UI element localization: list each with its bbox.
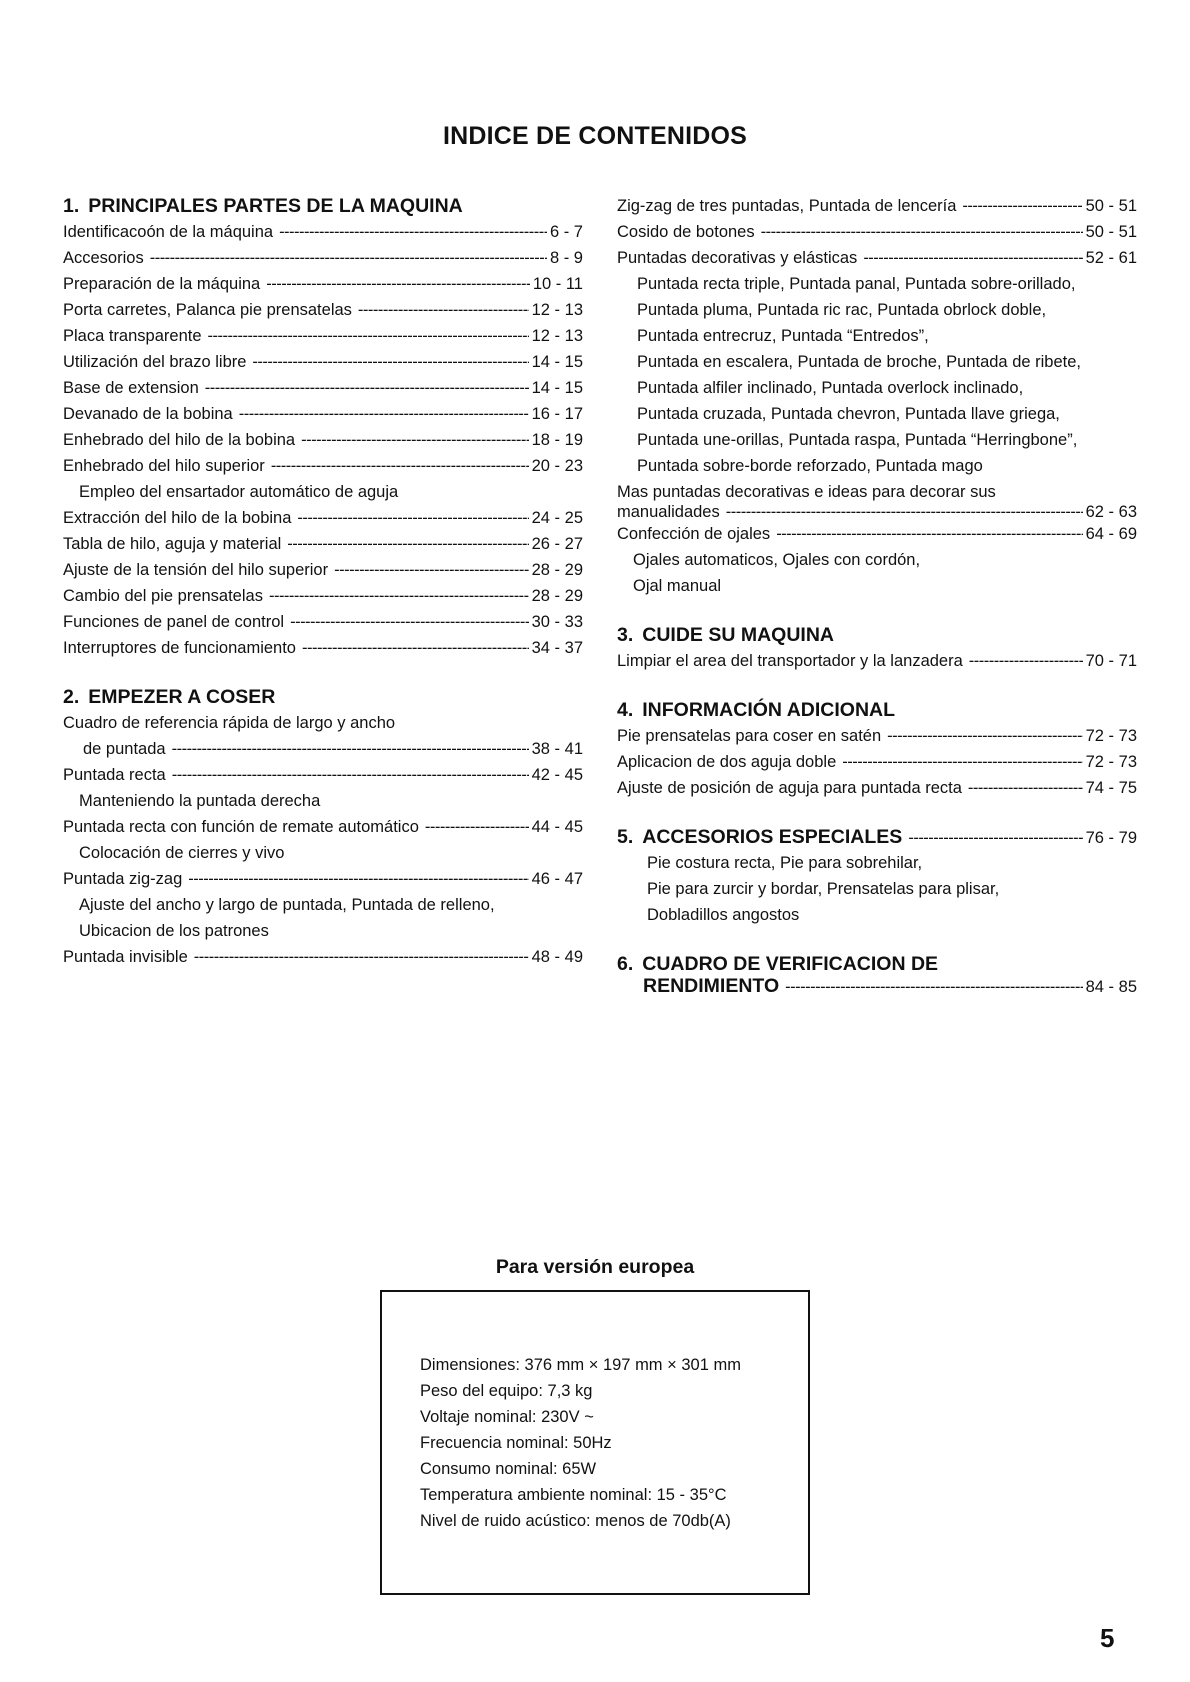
entry-label: de puntada [83, 740, 166, 758]
toc-entry[interactable] [63, 583, 583, 609]
entry-pages: 24 - 25 [531, 509, 583, 527]
dot-leader [962, 193, 1082, 219]
dot-leader [266, 271, 530, 297]
entry-label: Puntada recta con función de remate automático [63, 818, 419, 836]
dot-leader [290, 609, 529, 635]
dot-leader [252, 349, 528, 375]
entry-pages: 38 - 41 [531, 740, 583, 758]
toc-right-column [617, 193, 1137, 1020]
entry-pages: 74 - 75 [1085, 779, 1137, 797]
toc-entry[interactable] [63, 814, 583, 840]
toc-entry[interactable] [617, 648, 1137, 674]
dot-leader [269, 583, 529, 609]
section-heading-entry[interactable] [617, 975, 1137, 997]
toc-entry[interactable] [63, 609, 583, 635]
toc-entry[interactable] [63, 635, 583, 661]
entry-pages: 44 - 45 [531, 818, 583, 836]
entry-pages: 16 - 17 [531, 405, 583, 423]
toc-subentry [617, 902, 1137, 928]
toc-subentry [617, 323, 1137, 349]
toc-subentry [617, 349, 1137, 375]
dot-leader [239, 401, 529, 427]
entry-label: Cambio del pie prensatelas [63, 587, 263, 605]
dot-leader [301, 427, 529, 453]
entry-label: Ajuste de posición de aguja para puntada recta [617, 779, 962, 797]
toc-section-6 [617, 951, 1137, 997]
toc-subentry [617, 271, 1137, 297]
page-title: INDICE DE CONTENIDOS [442, 122, 748, 150]
section-number: 6. [617, 953, 634, 975]
entry-pages: 6 - 7 [549, 223, 583, 241]
entry-pages: 14 - 15 [531, 353, 583, 371]
toc-section-1 [63, 193, 583, 661]
entry-pages: 64 - 69 [1085, 525, 1137, 543]
toc-entry[interactable] [617, 219, 1137, 245]
section-title: PRINCIPALES PARTES DE LA MAQUINA [88, 195, 463, 217]
section-heading [617, 951, 1137, 975]
toc-entry[interactable] [63, 866, 583, 892]
entry-pages: 28 - 29 [531, 587, 583, 605]
toc-section-2 [63, 684, 583, 970]
section-number: 4. [617, 699, 634, 721]
subentry-label: Puntada en escalera, Puntada de broche, Puntada de ribete, [637, 353, 1081, 371]
specifications-list [382, 1292, 808, 1534]
entry-label: Tabla de hilo, aguja y material [63, 535, 282, 553]
entry-pages: 70 - 71 [1085, 652, 1137, 670]
dot-leader [842, 749, 1082, 775]
toc-entry[interactable] [617, 245, 1137, 271]
entry-pages: 10 - 11 [532, 275, 583, 293]
dot-leader [297, 505, 528, 531]
entry-pages: 76 - 79 [1085, 829, 1137, 847]
section-title-line-1: CUADRO DE VERIFICACION DE [642, 953, 939, 975]
toc-entry[interactable] [63, 349, 583, 375]
subentry-label: Puntada entrecruz, Puntada “Entredos”, [637, 327, 929, 345]
spec-weight: Peso del equipo: 7,3 kg [420, 1382, 593, 1400]
subentry-label: Ojales automaticos, Ojales con cordón, [633, 551, 921, 569]
dot-leader [863, 245, 1082, 271]
dot-leader [150, 245, 547, 271]
entry-pages: 30 - 33 [531, 613, 583, 631]
dot-leader [358, 297, 529, 323]
toc-entry-text [617, 479, 1137, 503]
toc-section-5 [617, 824, 1137, 928]
dot-leader [279, 219, 547, 245]
toc-subentry [63, 479, 583, 505]
dot-leader [785, 976, 1082, 998]
section-title: ACCESORIOS ESPECIALES [642, 826, 903, 848]
toc-subentry [63, 788, 583, 814]
subentry-label: Puntada alfiler inclinado, Puntada overlock inclinado, [637, 379, 1024, 397]
entry-pages: 20 - 23 [531, 457, 583, 475]
entry-pages: 18 - 19 [531, 431, 583, 449]
toc-entry[interactable] [63, 297, 583, 323]
section-title-line-2: RENDIMIENTO [643, 975, 780, 997]
toc-subentry [617, 401, 1137, 427]
toc-entry[interactable] [617, 503, 1137, 521]
entry-label: manualidades [617, 503, 720, 521]
entry-pages: 62 - 63 [1085, 503, 1137, 521]
subentry-label: Colocación de cierres y vivo [79, 844, 285, 862]
dot-leader [776, 521, 1082, 547]
page-number: 5 [1100, 1623, 1115, 1653]
subentry-label: Empleo del ensartador automático de aguja [79, 483, 399, 501]
spec-frequency: Frecuencia nominal: 50Hz [420, 1434, 612, 1452]
subentry-label: Ubicacion de los patrones [79, 922, 269, 940]
dot-leader [968, 775, 1083, 801]
entry-label: Base de extension [63, 379, 199, 397]
dot-leader [208, 323, 529, 349]
toc-entry[interactable] [63, 505, 583, 531]
entry-label: Mas puntadas decorativas e ideas para decorar sus [617, 483, 996, 501]
entry-label: Ajuste de la tensión del hilo superior [63, 561, 329, 579]
dot-leader [969, 648, 1083, 674]
toc-entry[interactable] [617, 193, 1137, 219]
dot-leader [334, 557, 529, 583]
toc-entry[interactable] [63, 401, 583, 427]
entry-pages: 34 - 37 [531, 639, 583, 657]
entry-label: Preparación de la máquina [63, 275, 261, 293]
toc-entry[interactable] [63, 245, 583, 271]
subentry-label: Puntada une-orillas, Puntada raspa, Puntada “Herringbone”, [637, 431, 1078, 449]
toc-subentry [63, 840, 583, 866]
entry-label: Pie prensatelas para coser en satén [617, 727, 882, 745]
toc-entry[interactable] [63, 375, 583, 401]
toc-entry[interactable] [617, 775, 1137, 801]
dot-leader [302, 635, 529, 661]
toc-section-3 [617, 622, 1137, 674]
entry-pages: 12 - 13 [531, 301, 583, 319]
toc-subentry [617, 876, 1137, 902]
european-version-title: Para versión europea [495, 1256, 695, 1278]
entry-label: Aplicacion de dos aguja doble [617, 753, 837, 771]
entry-label: Enhebrado del hilo superior [63, 457, 265, 475]
entry-label: Accesorios [63, 249, 144, 267]
toc-entry[interactable] [63, 557, 583, 583]
section-number: 1. [63, 195, 80, 217]
subentry-label: Pie costura recta, Pie para sobrehilar, [647, 854, 923, 872]
dot-leader [887, 723, 1082, 749]
toc-subentry [63, 892, 583, 918]
section-heading [617, 622, 1137, 648]
entry-label: Identificacoón de la máquina [63, 223, 274, 241]
toc-entry-text [63, 710, 583, 736]
section-heading [617, 697, 1137, 723]
entry-label: Enhebrado del hilo de la bobina [63, 431, 296, 449]
toc-subentry [617, 850, 1137, 876]
dot-leader [287, 531, 528, 557]
entry-label: Confección de ojales [617, 525, 771, 543]
toc-entry[interactable] [63, 323, 583, 349]
section-title: CUIDE SU MAQUINA [642, 624, 835, 646]
toc-subentry [63, 918, 583, 944]
toc-subentry [617, 547, 1137, 573]
toc-entry[interactable] [617, 521, 1137, 547]
entry-label: Extracción del hilo de la bobina [63, 509, 292, 527]
entry-pages: 52 - 61 [1085, 249, 1137, 267]
spec-temperature: Temperatura ambiente nominal: 15 - 35°C [420, 1486, 727, 1504]
specifications-box [380, 1290, 810, 1595]
dot-leader [172, 736, 529, 762]
dot-leader [271, 453, 529, 479]
entry-pages: 48 - 49 [531, 948, 583, 966]
subentry-label: Pie para zurcir y bordar, Prensatelas para plisar, [647, 880, 1000, 898]
toc-entry[interactable] [617, 749, 1137, 775]
entry-label: Puntada zig-zag [63, 870, 183, 888]
entry-pages: 12 - 13 [531, 327, 583, 345]
section-number: 2. [63, 686, 80, 708]
section-title: INFORMACIÓN ADICIONAL [642, 699, 896, 721]
entry-label: Puntadas decorativas y elásticas [617, 249, 858, 267]
entry-pages: 26 - 27 [531, 535, 583, 553]
entry-label: Cosido de botones [617, 223, 755, 241]
spec-dimensions: Dimensiones: 376 mm × 197 mm × 301 mm [420, 1356, 741, 1374]
toc-entry[interactable] [617, 723, 1137, 749]
toc-entry[interactable] [63, 219, 583, 245]
entry-pages: 50 - 51 [1085, 197, 1137, 215]
spec-noise: Nivel de ruido acústico: menos de 70db(A) [420, 1512, 731, 1530]
toc-entry[interactable] [63, 736, 583, 762]
toc-entry[interactable] [63, 453, 583, 479]
subentry-label: Dobladillos angostos [647, 906, 800, 924]
entry-label: Interruptores de funcionamiento [63, 639, 296, 657]
entry-label: Porta carretes, Palanca pie prensatelas [63, 301, 352, 319]
subentry-label: Ojal manual [633, 577, 722, 595]
entry-pages: 72 - 73 [1085, 727, 1137, 745]
toc-subentry [617, 427, 1137, 453]
toc-entry[interactable] [63, 762, 583, 788]
dot-leader [205, 375, 529, 401]
toc-section-4 [617, 697, 1137, 801]
dot-leader [194, 944, 529, 970]
entry-pages: 42 - 45 [531, 766, 583, 784]
subentry-label: Puntada cruzada, Puntada chevron, Puntada llave griega, [637, 405, 1060, 423]
section-number: 5. [617, 826, 634, 848]
entry-label: Cuadro de referencia rápida de largo y ancho [63, 714, 396, 732]
toc-entry[interactable] [63, 427, 583, 453]
subentry-label: Puntada sobre-borde reforzado, Puntada mago [637, 457, 983, 475]
entry-pages: 50 - 51 [1085, 223, 1137, 241]
entry-pages: 8 - 9 [549, 249, 583, 267]
dot-leader [172, 762, 529, 788]
entry-label: Puntada recta [63, 766, 166, 784]
section-heading [63, 684, 583, 710]
section-number: 3. [617, 624, 634, 646]
toc-section-1-continued [617, 193, 1137, 599]
spec-voltage: Voltaje nominal: 230V ~ [420, 1408, 594, 1426]
entry-label: Limpiar el area del transportador y la lanzadera [617, 652, 963, 670]
entry-pages: 14 - 15 [531, 379, 583, 397]
dot-leader [726, 503, 1083, 521]
entry-label: Utilización del brazo libre [63, 353, 247, 371]
toc-subentry [617, 573, 1137, 599]
dot-leader [425, 814, 529, 840]
spec-power: Consumo nominal: 65W [420, 1460, 597, 1478]
entry-label: Funciones de panel de control [63, 613, 285, 631]
entry-label: Placa transparente [63, 327, 202, 345]
toc-left-column [63, 193, 583, 993]
toc-subentry [617, 453, 1137, 479]
subentry-label: Ajuste del ancho y largo de puntada, Puntada de relleno, [79, 896, 495, 914]
toc-subentry [617, 375, 1137, 401]
entry-label: Puntada invisible [63, 948, 188, 966]
dot-leader [761, 219, 1083, 245]
entry-label: Devanado de la bobina [63, 405, 233, 423]
dot-leader [188, 866, 528, 892]
subentry-label: Manteniendo la puntada derecha [79, 792, 321, 810]
subentry-label: Puntada pluma, Puntada ric rac, Puntada obrlock doble, [637, 301, 1047, 319]
entry-pages: 28 - 29 [531, 561, 583, 579]
entry-label: Zig-zag de tres puntadas, Puntada de lencería [617, 197, 957, 215]
section-title: EMPEZER A COSER [88, 686, 276, 708]
toc-entry[interactable] [63, 944, 583, 970]
section-heading [63, 193, 583, 219]
subentry-label: Puntada recta triple, Puntada panal, Puntada sobre-orillado, [637, 275, 1076, 293]
toc-entry[interactable] [63, 271, 583, 297]
section-heading-entry[interactable] [617, 824, 1137, 850]
toc-entry[interactable] [63, 531, 583, 557]
dot-leader [908, 825, 1082, 851]
entry-pages: 72 - 73 [1085, 753, 1137, 771]
entry-pages: 84 - 85 [1085, 978, 1137, 996]
entry-pages: 46 - 47 [531, 870, 583, 888]
toc-subentry [617, 297, 1137, 323]
